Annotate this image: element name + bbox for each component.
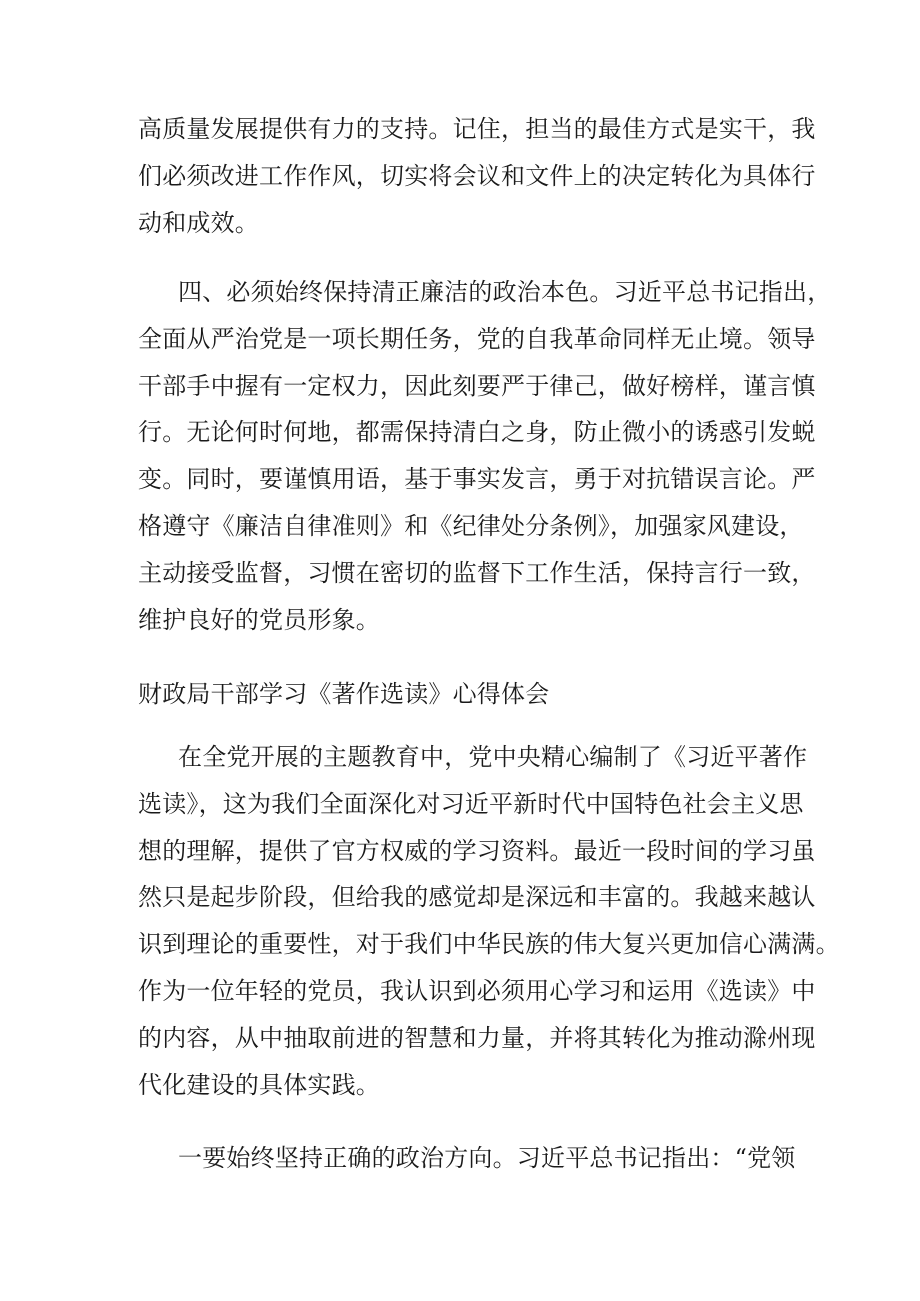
article-title-block (138, 671, 792, 718)
text-line: 识到理论的重要性，对于我们中华民族的伟大复兴更加信心满满。 (138, 930, 840, 959)
text-line: 的内容，从中抽取前进的智慧和力量，并将其转化为推动滁州现 (138, 1023, 816, 1052)
text-line: 作为一位年轻的党员，我认识到必须用心学习和运用《选读》中 (138, 976, 816, 1005)
text-line: 在全党开展的主题教育中，党中央精心编制了《习近平著作 (178, 743, 808, 771)
text-line: 一要始终坚持正确的政治方向。习近平总书记指出：“党领 (178, 1144, 796, 1172)
paragraph-intro (138, 734, 840, 1108)
article-title: 财政局干部学习《著作选读》心得体会 (138, 680, 550, 708)
text-line: 维护良好的党员形象。 (138, 605, 380, 634)
text-line: 全面从严治党是一项长期任务，党的自我革命同样无止境。领导 (138, 324, 816, 353)
text-line: 代化建设的具体实践。 (138, 1070, 380, 1099)
text-line: 干部手中握有一定权力，因此刻要严于律己，做好榜样，谨言慎 (138, 371, 816, 400)
text-line: 行。无论何时何地，都需保持清白之身，防止微小的诱惑引发蜕 (138, 418, 816, 447)
text-line: 主动接受监督，习惯在密切的监督下工作生活，保持言行一致， (138, 558, 816, 587)
text-line: 高质量发展提供有力的支持。记住，担当的最佳方式是实干，我 (138, 115, 816, 143)
text-line: 然只是起步阶段，但给我的感觉却是深远和丰富的。我越来越认 (138, 883, 816, 912)
text-line: 格遵守《廉洁自律准则》和《纪律处分条例》，加强家风建设， (138, 511, 804, 540)
text-line: 动和成效。 (138, 208, 259, 237)
text-line: 想的理解，提供了官方权威的学习资料。最近一段时间的学习虽 (138, 836, 816, 865)
paragraph-one (138, 1135, 796, 1182)
text-line: 们必须改进工作作风，切实将会议和文件上的决定转化为具体行 (138, 161, 816, 190)
text-line: 四、必须始终保持清正廉洁的政治本色。习近平总书记指出， (178, 278, 832, 306)
paragraph-four (138, 269, 832, 643)
text-line: 选读》，这为我们全面深化对习近平新时代中国特色社会主义思 (138, 789, 804, 818)
paragraph-continuation (138, 106, 816, 246)
text-line: 变。同时，要谨慎用语，基于事实发言，勇于对抗错误言论。严 (138, 465, 816, 494)
